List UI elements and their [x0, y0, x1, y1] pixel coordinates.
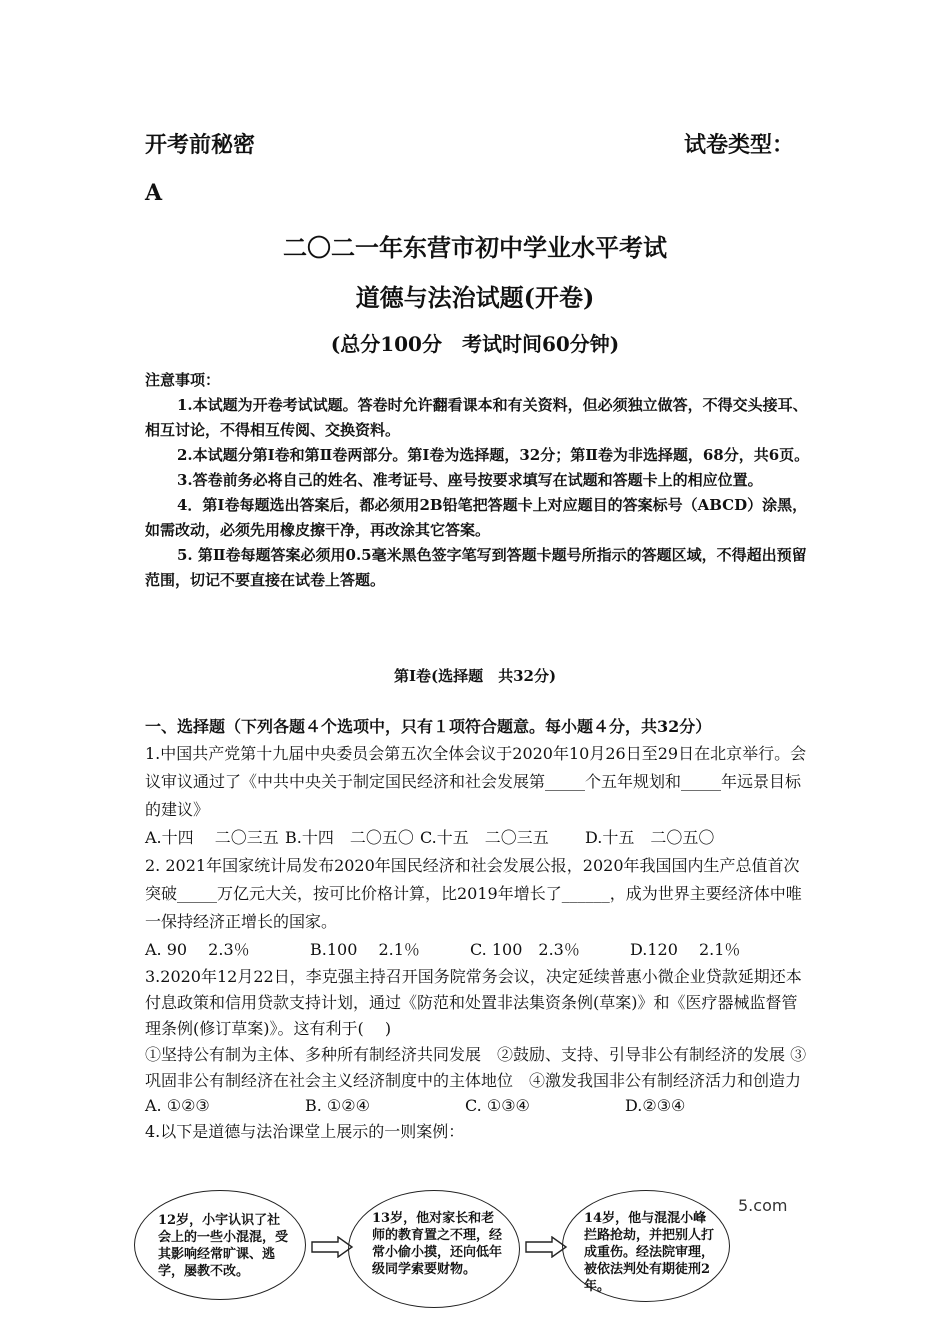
- secret-label: 开考前秘密: [145, 132, 256, 158]
- note-item: 5. 第Ⅱ卷每题答案必须用0.5毫米黑色签字笔写到答题卡题号所指示的答题区域，不得超出预留范围，切记不要直接在试卷上答题。: [145, 546, 807, 589]
- option: A.十四 二〇三五: [145, 828, 279, 847]
- option: B.100 2.1％: [310, 940, 420, 959]
- case-text-1: 12岁，小宇认识了社会上的一些小混混，受其影响经常旷课、逃学，屡教不改。: [158, 1213, 289, 1279]
- case-text-2: 13岁，他对家长和老师的教育置之不理，经常小偷小摸，还向低年级同学索要财物。: [372, 1211, 503, 1277]
- note-item: 4．第Ⅰ卷每题选出答案后，都必须用2B铅笔把答题卡上对应题目的答案标号（ABCD）涂黑，如需改动，必须先用橡皮擦干净，再改涂其它答案。: [145, 496, 808, 539]
- paper-type-value: A: [145, 180, 163, 206]
- watermark-text: 5.com: [738, 1196, 788, 1215]
- option: D.十五 二〇五〇: [585, 828, 715, 847]
- option: D.120 2.1％: [630, 940, 741, 959]
- question-4-stem: 4.以下是道德与法治课堂上展示的一则案例：: [145, 1122, 465, 1141]
- paper-type-label: 试卷类型：: [684, 132, 795, 158]
- note-item: 1.本试题为开卷考试试题。答卷时允许翻看课本和有关资料，但必须独立做答，不得交头接耳、相互讨论，不得相互传阅、交换资料。: [145, 396, 808, 439]
- case-text-3: 14岁，他与混混小峰拦路抢劫，并把别人打成重伤。经法院审理，被依法判处有期徒刑2年。: [584, 1211, 715, 1294]
- question-2-options: [145, 936, 810, 964]
- option: A. ①②③: [145, 1096, 210, 1115]
- note-item: 3.答卷前务必将自己的姓名、准考证号、座号按要求填写在试题和答题卡上的相应位置。: [177, 471, 763, 489]
- option: C. ①③④: [465, 1096, 530, 1115]
- question-1-stem: 1.中国共产党第十九届中央委员会第五次全体会议于2020年10月26日至29日在北京举行。会议审议通过了《中共中央关于制定国民经济和社会发展第_____个五年规划和_____年远景目标的建议》: [145, 744, 807, 819]
- notes-heading: 注意事项：: [145, 371, 221, 389]
- option: B. ①②④: [305, 1096, 370, 1115]
- question-2-stem: 2. 2021年国家统计局发布2020年国民经济和社会发展公报，2020年我国国内生产总值首次突破_____万亿元大关，按可比价格计算，比2019年增长了______，成为世界主要经济体中唯一保持经济正增长的国家。: [145, 856, 802, 931]
- section-title: 第Ⅰ卷(选择题 共32分): [393, 667, 557, 685]
- subject-title: 道德与法治试题(开卷): [355, 283, 595, 312]
- option: C. 100 2.3％: [470, 940, 580, 959]
- option: C.十五 二〇三五: [420, 828, 549, 847]
- notes-section: [145, 368, 810, 593]
- score-time-info: (总分100分 考试时间60分钟): [330, 332, 620, 356]
- question-1-options: [145, 824, 810, 852]
- option: B.十四 二〇五〇: [285, 828, 414, 847]
- questions-body: [145, 740, 810, 1146]
- exam-title: 二〇二一年东营市初中学业水平考试: [283, 233, 667, 262]
- option: D.②③④: [625, 1096, 686, 1115]
- question-3-options: [145, 1094, 810, 1118]
- question-type-heading: 一、选择题（下列各题４个选项中，只有１项符合题意。每小题４分，共32分）: [145, 717, 712, 736]
- question-3-statements: ①坚持公有制为主体、多种所有制经济共同发展 ②鼓励、支持、引导非公有制经济的发展 ③巩固非公有制经济在社会主义经济制度中的主体地位 ④激发我国非公有制经济活力和创造力: [145, 1045, 807, 1090]
- question-3-stem: 3.2020年12月22日，李克强主持召开国务院常务会议，决定延续普惠小微企业贷款延期还本付息政策和信用贷款支持计划，通过《防范和处置非法集资条例(草案)》和《医疗器械监督管理条例(修订草案)》。这有利于( ): [145, 967, 802, 1038]
- option: A. 90 2.3％: [145, 940, 250, 959]
- note-item: 2.本试题分第Ⅰ卷和第Ⅱ卷两部分。第Ⅰ卷为选择题，32分；第Ⅱ卷为非选择题，68分，共6页。: [177, 446, 810, 464]
